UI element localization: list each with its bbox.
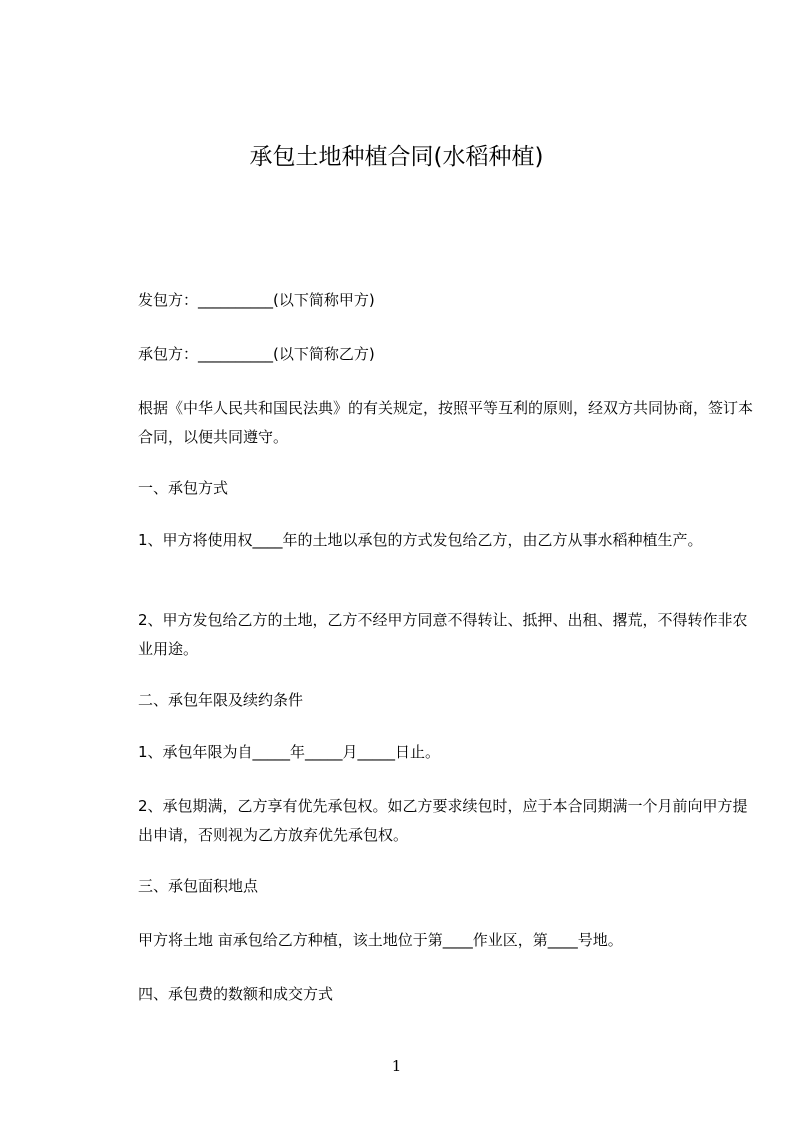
party-a-line: 发包方：__________(以下简称甲方) xyxy=(138,291,375,309)
page-number: 1 xyxy=(391,1057,402,1075)
clause-3-1: 甲方将土地 亩承包给乙方种植，该土地位于第____作业区，第____号地。 xyxy=(138,931,623,949)
party-b-line: 承包方：__________(以下简称乙方) xyxy=(138,345,375,363)
clause-1-2: 2、甲方发包给乙方的土地，乙方不经甲方同意不得转让、抵押、出租、撂荒，不得转作非农业用途。 xyxy=(138,611,748,658)
section-heading-1: 一、承包方式 xyxy=(138,479,229,497)
section-heading-4: 四、承包费的数额和成交方式 xyxy=(138,985,334,1003)
section-heading-2: 二、承包年限及续约条件 xyxy=(138,691,304,709)
clause-1-1: 1、甲方将使用权____年的土地以承包的方式发包给乙方，由乙方从事水稻种植生产。 xyxy=(138,531,703,549)
preamble-paragraph: 根据《中华人民共和国民法典》的有关规定，按照平等互利的原则，经双方共同协商，签订本合同，以便共同遵守。 xyxy=(138,399,754,446)
document-title: 承包土地种植合同(水稻种植) xyxy=(249,144,544,170)
section-heading-3: 三、承包面积地点 xyxy=(138,877,259,895)
clause-2-1: 1、承包年限为自_____年_____月_____日止。 xyxy=(138,743,441,761)
clause-2-2: 2、承包期满，乙方享有优先承包权。如乙方要求续包时，应于本合同期满一个月前向甲方提出申请，否则视为乙方放弃优先承包权。 xyxy=(138,797,748,844)
